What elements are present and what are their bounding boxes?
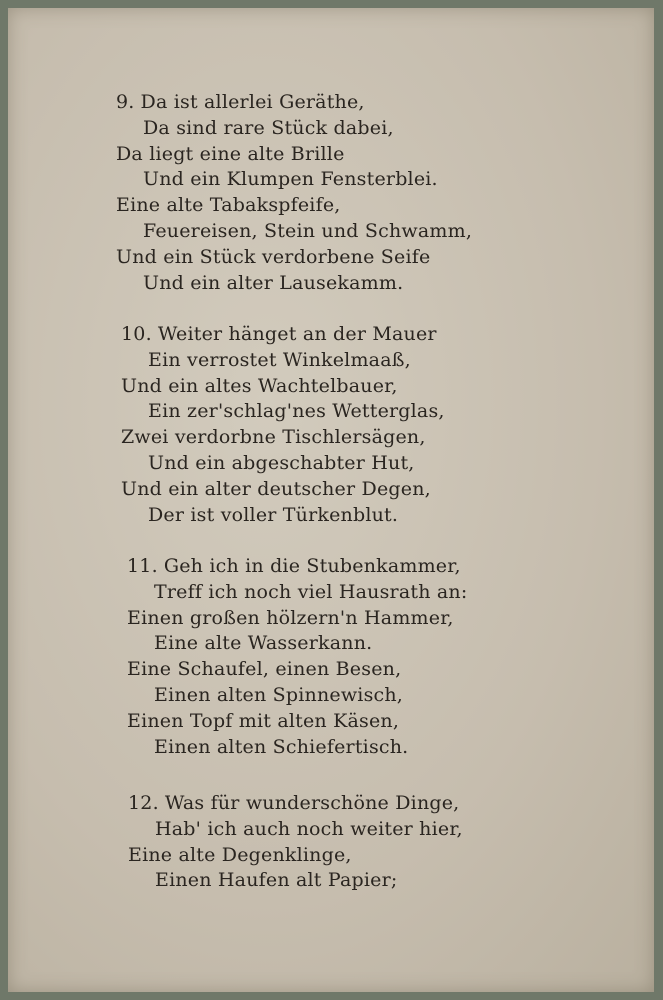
- verse-line: 11. Geh ich in die Stubenkammer,: [127, 555, 461, 577]
- verse-line: Eine Schaufel, einen Besen,: [127, 658, 402, 681]
- stanza-12: [128, 791, 528, 894]
- printed-page: [8, 8, 654, 992]
- verse-line: Treff ich noch viel Hausrath an:: [154, 580, 468, 603]
- verse-line: Und ein altes Wachtelbauer,: [121, 374, 398, 397]
- verse-line: Eine alte Degenklinge,: [128, 843, 352, 866]
- verse-line: Ein zer'schlag'nes Wetterglas,: [148, 400, 445, 423]
- verse-line: Da liegt eine alte Brille: [116, 142, 345, 165]
- verse-line: Einen alten Spinnewisch,: [154, 683, 404, 706]
- stanza-10: [121, 322, 521, 528]
- verse-line: 12. Was für wunderschöne Dinge,: [128, 792, 460, 814]
- verse-line: Hab' ich auch noch weiter hier,: [155, 817, 463, 840]
- verse-line: Ein verrostet Winkelmaaß,: [148, 348, 411, 371]
- verse-line: Einen großen hölzern'n Hammer,: [127, 606, 454, 629]
- stanza-number: 12.: [128, 792, 159, 814]
- verse-line: Einen alten Schiefertisch.: [154, 735, 409, 758]
- stanza-number: 10.: [121, 323, 152, 345]
- verse-line: Feuereisen, Stein und Schwamm,: [143, 219, 473, 242]
- verse-line: Eine alte Wasserkann.: [154, 632, 373, 655]
- verse-line: Zwei verdorbne Tischlersägen,: [121, 426, 426, 449]
- verse-line: 10. Weiter hänget an der Mauer: [121, 323, 437, 345]
- verse-line: Und ein Stück verdorbene Seife: [116, 245, 431, 268]
- verse-line: Eine alte Tabakspfeife,: [116, 194, 341, 217]
- verse-line: 9. Da ist allerlei Geräthe,: [116, 91, 365, 113]
- stanza-9: [116, 90, 516, 296]
- verse-line: Und ein alter Lausekamm.: [143, 271, 404, 294]
- stanza-number: 11.: [127, 555, 158, 577]
- verse-line: Und ein abgeschabter Hut,: [148, 451, 415, 474]
- stanza-11: [127, 554, 527, 760]
- stanza-number: 9.: [116, 91, 135, 113]
- verse-line: Da sind rare Stück dabei,: [143, 116, 394, 139]
- verse-line: Einen Haufen alt Papier;: [155, 869, 398, 892]
- verse-line: Einen Topf mit alten Käsen,: [127, 709, 400, 732]
- verse-line: Und ein Klumpen Fensterblei.: [143, 168, 438, 191]
- verse-line: Und ein alter deutscher Degen,: [121, 477, 431, 500]
- verse-line: Der ist voller Türkenblut.: [148, 503, 399, 526]
